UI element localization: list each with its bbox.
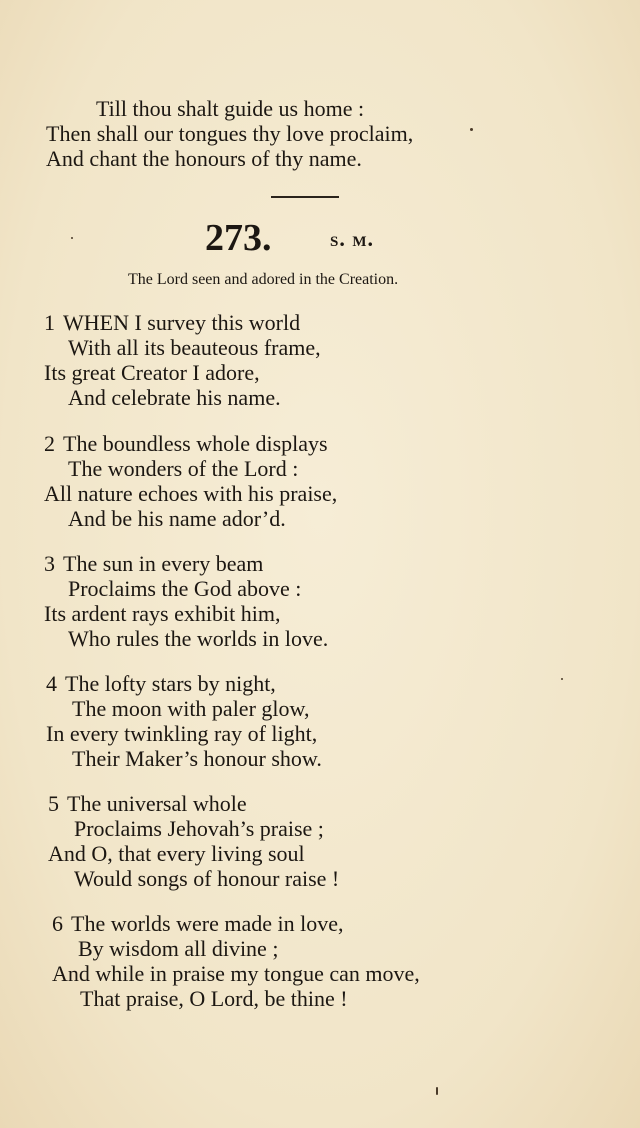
hymn-meter: s. m. [330,226,374,251]
top-line-2: Then shall our tongues thy love proclaim, [46,121,414,146]
verse-4-line-3: In every twinkling ray of light, [46,721,318,746]
verse-6-line-2: By wisdom all divine ; [78,936,279,961]
verse-text: The sun in every beam [63,551,264,576]
paper-speck [436,1087,438,1095]
verse-number: 3 [44,551,55,576]
hymn-subtitle: The Lord seen and adored in the Creation. [128,271,399,288]
verse-1-line-2: With all its beauteous frame, [68,335,321,360]
verse-3-line-4: Who rules the worlds in love. [68,626,329,651]
verse-number: 4 [46,671,57,696]
verse-5-line-2: Proclaims Jehovah’s praise ; [74,816,324,841]
verse-1-line-4: And celebrate his name. [68,385,281,410]
paper-speck [71,237,73,239]
top-line-1: Till thou shalt guide us home : [96,96,365,121]
verse-6-line-1 [52,911,343,936]
verse-number: 2 [44,431,55,456]
verse-3-line-3: Its ardent rays exhibit him, [44,601,281,626]
verse-text: The universal whole [67,791,247,816]
paper-speck [470,128,473,131]
verse-text: The boundless whole displays [63,431,328,456]
verse-2-line-1 [44,431,328,456]
verse-4-line-1 [46,671,276,696]
paper-speck [561,678,563,680]
verse-5-line-4: Would songs of honour raise ! [74,866,340,891]
verse-2-line-3: All nature echoes with his praise, [44,481,338,506]
hymn-number: 273. [205,217,272,259]
verse-2-line-4: And be his name ador’d. [68,506,286,531]
verse-text: The worlds were made in love, [71,911,344,936]
verse-4-line-2: The moon with paler glow, [72,696,310,721]
verse-text: The lofty stars by night, [65,671,276,696]
top-line-3: And chant the honours of thy name. [46,146,362,171]
verse-number: 1 [44,310,55,335]
verse-2-line-2: The wonders of the Lord : [68,456,299,481]
verse-6-line-4: That praise, O Lord, be thine ! [80,986,348,1011]
verse-4-line-4: Their Maker’s honour show. [72,746,322,771]
verse-3-line-1 [44,551,263,576]
verse-1-line-3: Its great Creator I adore, [44,360,260,385]
verse-5-line-1 [48,791,247,816]
verse-6-line-3: And while in praise my tongue can move, [52,961,420,986]
verse-number: 5 [48,791,59,816]
verse-number: 6 [52,911,63,936]
section-divider [271,196,339,198]
verse-5-line-3: And O, that every living soul [48,841,305,866]
verse-text: WHEN I survey this world [63,310,301,335]
verse-3-line-2: Proclaims the God above : [68,576,302,601]
verse-1-line-1 [44,310,300,335]
